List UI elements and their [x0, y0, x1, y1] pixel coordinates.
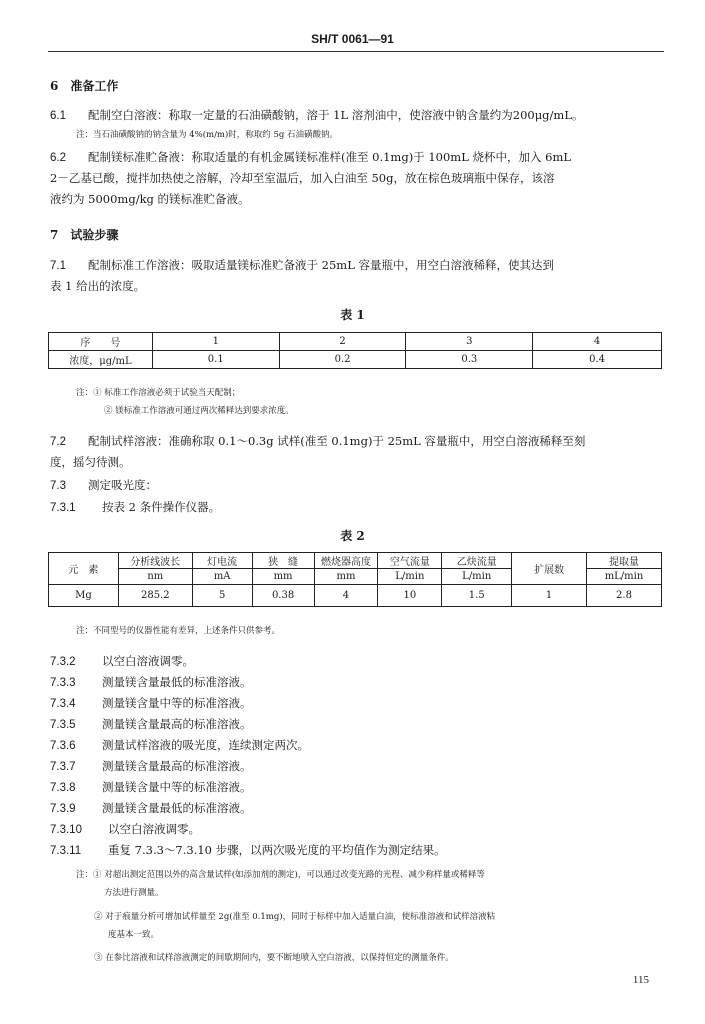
clause-number: 7.3.9: [50, 803, 76, 815]
standard-code-header: SH/T 0061—91: [311, 32, 394, 46]
clause-text: 配制标准工作溶液：吸取适量镁标准贮备液于 25mL 容量瓶中，用空白溶液稀释，使其达到: [88, 258, 554, 272]
table-cell: 10: [378, 585, 442, 607]
step-7-3-4: [50, 696, 252, 712]
clause-6-2-line2: 2－乙基已酸，搅拌加热使之溶解，冷却至室温后，加入白油至 50g，放在棕色玻璃瓶中保存，该溶: [50, 171, 555, 185]
table-2-header-row: [49, 553, 662, 569]
clause-text: 按表 2 条件操作仪器。: [102, 500, 221, 514]
table-row: [49, 585, 662, 607]
table-header-cell: 1: [152, 333, 279, 351]
clause-number: 7.3.10: [50, 824, 82, 836]
clause-number: 7.3.7: [50, 761, 76, 773]
table-2-title: 表 2: [340, 529, 365, 543]
step-7-3-8: [50, 780, 252, 796]
final-note-2: ② 对于痕量分析可增加试样量至 2g(准至 0.1mg)，同时于标样中加入适量白油，使标准溶液和试样溶液粘: [94, 912, 496, 922]
clause-number: 7.3.2: [50, 656, 76, 668]
table-cell: 1: [512, 585, 587, 607]
table-cell: 0.2: [279, 351, 406, 369]
clause-text: 测量镁含量最低的标准溶液。: [102, 801, 252, 815]
clause-text: 测量镁含量中等的标准溶液。: [102, 780, 252, 794]
clause-number: 7.3.6: [50, 740, 76, 752]
table-unit-cell: mL/min: [587, 569, 662, 585]
clause-number: 7.3.4: [50, 698, 76, 710]
section-7-heading: 7 试验步骤: [50, 228, 119, 242]
clause-text: 测量镁含量最高的标准溶液。: [102, 759, 252, 773]
clause-number: 7.3.5: [50, 719, 76, 731]
step-7-3-2: [50, 654, 194, 670]
step-7-3-3: [50, 675, 252, 691]
final-note-1: 注：① 对超出测定范围以外的高含量试样(如添加剂的测定)，可以通过改变光路的光程、减少称样量或稀释等: [76, 870, 485, 880]
table-header-cell: 灯电流: [192, 553, 252, 569]
table-header-cell: 燃烧器高度: [314, 553, 378, 569]
table-cell: 1.5: [442, 585, 512, 607]
table-header-cell: 2: [279, 333, 406, 351]
page-number: 115: [632, 974, 649, 986]
step-7-3-7: [50, 759, 252, 775]
table-header-cell: 扩展数: [512, 553, 587, 585]
clause-number: 7.3.8: [50, 782, 76, 794]
clause-6-2-line3: 液约为 5000mg/kg 的镁标准贮备液。: [50, 192, 250, 206]
clause-6-1: [50, 108, 583, 124]
step-7-3-6: [50, 738, 309, 754]
table-cell: Mg: [49, 585, 119, 607]
table-cell: 浓度，μg/mL: [49, 351, 153, 369]
table-header-cell: 狭 缝: [252, 553, 314, 569]
clause-number: 7.2: [50, 436, 66, 448]
table-unit-cell: mA: [192, 569, 252, 585]
clause-number: 6.2: [50, 152, 66, 164]
clause-text: 以空白溶液调零。: [108, 822, 200, 836]
table-cell: 4: [314, 585, 378, 607]
table-header-cell: 乙炔流量: [442, 553, 512, 569]
table-1: [48, 332, 662, 369]
clause-text: 配制镁标准贮备液：称取适量的有机金属镁标准样(准至 0.1mg)于 100mL 烧杯中，加入 6mL: [88, 150, 571, 164]
table-unit-cell: mm: [314, 569, 378, 585]
table-header-cell: 提取量: [587, 553, 662, 569]
table-1-note-1: 注：① 标准工作溶液必须于试验当天配制；: [76, 388, 241, 398]
clause-7-3: [50, 478, 157, 494]
table-header-cell: 分析线波长: [118, 553, 192, 569]
table-row: [49, 351, 662, 369]
clause-number: 7.3.11: [50, 845, 82, 857]
clause-text: 测定吸光度：: [88, 478, 157, 492]
table-header-cell: 空气流量: [378, 553, 442, 569]
step-7-3-11: [50, 843, 446, 859]
table-header-cell: 3: [406, 333, 533, 351]
step-7-3-10: [50, 822, 200, 838]
table-header-cell: 序 号: [49, 333, 153, 351]
final-note-1-line2: 方法进行测量。: [104, 888, 164, 898]
clause-number: 7.3: [50, 480, 66, 492]
clause-text: 测量试样溶液的吸光度，连续测定两次。: [102, 738, 309, 752]
table-cell: 0.4: [533, 351, 662, 369]
table-header-cell: 4: [533, 333, 662, 351]
clause-text: 配制空白溶液：称取一定量的石油磺酸钠，溶于 1L 溶剂油中，使溶液中钠含量约为200μg/mL。: [88, 108, 584, 122]
table-cell: 0.3: [406, 351, 533, 369]
table-cell: 0.38: [252, 585, 314, 607]
section-6-heading: 6 准备工作: [50, 79, 119, 93]
table-1-note-2: ② 镁标准工作溶液可通过两次稀释达到要求浓度。: [104, 406, 294, 416]
final-note-2-line2: 度基本一致。: [108, 930, 160, 940]
clause-6-1-note: 注：当石油磺酸钠的钠含量为 4%(m/m)时，称取约 5g 石油磺酸钠。: [76, 130, 339, 140]
clause-number: 7.1: [50, 260, 66, 272]
table-header-cell: 元 素: [49, 553, 119, 585]
clause-7-2: [50, 434, 585, 450]
table-cell: 285.2: [118, 585, 192, 607]
table-1-title: 表 1: [340, 308, 365, 322]
clause-7-2-line2: 度，摇匀待测。: [50, 455, 131, 469]
clause-text: 配制试样溶液：准确称取 0.1～0.3g 试样(准至 0.1mg)于 25mL 容量瓶中，用空白溶液稀释至刻: [88, 434, 586, 448]
table-unit-cell: nm: [118, 569, 192, 585]
clause-text: 测量镁含量最高的标准溶液。: [102, 717, 252, 731]
clause-number: 7.3.3: [50, 677, 76, 689]
table-unit-cell: mm: [252, 569, 314, 585]
clause-7-3-1: [50, 500, 220, 516]
clause-text: 测量镁含量中等的标准溶液。: [102, 696, 252, 710]
clause-7-1: [50, 258, 554, 274]
clause-number: 7.3.1: [50, 502, 76, 514]
clause-text: 重复 7.3.3～7.3.10 步骤，以两次吸光度的平均值作为测定结果。: [108, 843, 446, 857]
clause-number: 6.1: [50, 110, 66, 122]
table-2-note: 注：不同型号的仪器性能有差异，上述条件只供参考。: [76, 626, 281, 636]
table-unit-cell: L/min: [442, 569, 512, 585]
table-cell: 0.1: [152, 351, 279, 369]
table-1-header-row: [49, 333, 662, 351]
clause-6-2: [50, 150, 571, 166]
table-cell: 2.8: [587, 585, 662, 607]
table-2: [48, 552, 662, 607]
table-unit-cell: L/min: [378, 569, 442, 585]
step-7-3-9: [50, 801, 252, 817]
header-rule: [48, 51, 664, 52]
step-7-3-5: [50, 717, 252, 733]
clause-text: 测量镁含量最低的标准溶液。: [102, 675, 252, 689]
clause-text: 以空白溶液调零。: [102, 654, 194, 668]
clause-7-1-line2: 表 1 给出的浓度。: [50, 279, 146, 293]
table-cell: 5: [192, 585, 252, 607]
final-note-3: ③ 在参比溶液和试样溶液测定的间歇期间内，要不断地喷入空白溶液，以保持恒定的测量条件。: [94, 953, 454, 963]
